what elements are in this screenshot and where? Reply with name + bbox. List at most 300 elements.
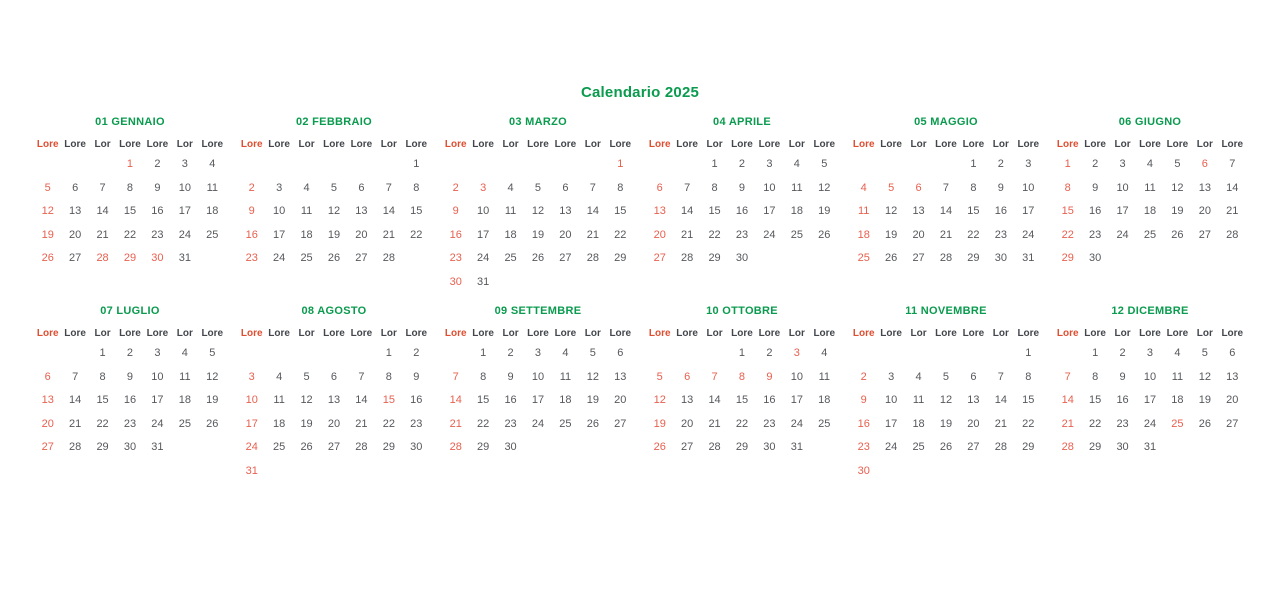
month-title: 12 DICEMBRE (1111, 305, 1189, 317)
weekday-row (442, 136, 634, 153)
weekday-label: Lore (1017, 328, 1040, 339)
day-cell: 7 (452, 370, 459, 383)
day-cell: 25 (1143, 228, 1157, 241)
weekday-label: Lore (1017, 139, 1040, 150)
day-cell: 6 (656, 181, 663, 194)
day-cell: 6 (358, 181, 365, 194)
day-cell: 25 (178, 417, 191, 430)
day-cell: 3 (276, 181, 283, 194)
day-cell: 11 (912, 394, 925, 406)
weekday-label: Lore (852, 139, 875, 150)
day-cell: 17 (763, 205, 776, 217)
day-cell: 10 (1116, 181, 1129, 194)
day-cell: 14 (939, 205, 953, 217)
day-cell: 18 (300, 228, 313, 241)
day-cell: 12 (653, 394, 666, 406)
day-cell: 23 (123, 417, 137, 430)
day-cell: 25 (857, 252, 870, 264)
day-cell: 27 (327, 441, 341, 453)
day-cell: 17 (178, 205, 191, 217)
weekday-row (850, 136, 1042, 153)
day-cell: 24 (477, 252, 490, 264)
weekday-label: Lor (910, 328, 927, 339)
weekday-label: Lore (119, 139, 141, 150)
day-cell: 9 (1119, 370, 1126, 383)
weekday-row (850, 325, 1042, 342)
day-cell: 6 (562, 181, 569, 194)
day-cell: 26 (939, 441, 953, 453)
weekday-label: Lore (1166, 139, 1189, 150)
month-block (646, 303, 838, 483)
day-cell: 5 (1201, 347, 1208, 359)
day-grid (442, 342, 634, 460)
day-cell: 21 (449, 417, 462, 430)
day-cell: 3 (1119, 158, 1126, 170)
weekday-label: Lore (350, 139, 373, 150)
weekday-label: Lore (758, 328, 781, 339)
day-cell: 6 (44, 370, 51, 383)
day-cell: 9 (248, 205, 255, 217)
weekday-label: Lore (1166, 328, 1189, 339)
day-cell: 24 (273, 252, 286, 264)
day-cell: 28 (382, 252, 395, 264)
day-cell: 11 (791, 181, 803, 194)
day-cell: 9 (738, 181, 746, 194)
day-cell: 29 (735, 441, 749, 453)
day-cell: 21 (586, 228, 599, 241)
day-cell: 6 (915, 181, 922, 194)
day-cell: 20 (41, 417, 54, 430)
day-cell: 1 (1092, 347, 1099, 359)
day-cell: 3 (248, 370, 255, 383)
day-cell: 26 (586, 417, 599, 430)
weekday-label: Lore (36, 328, 59, 339)
weekday-label: Lor (992, 328, 1009, 339)
day-cell: 21 (69, 417, 82, 430)
day-cell: 23 (245, 252, 258, 264)
month-title: 05 MAGGIO (914, 116, 978, 128)
weekday-label: Lore (119, 328, 141, 339)
weekday-row (238, 325, 430, 342)
day-cell: 13 (681, 394, 694, 406)
day-cell: 19 (818, 205, 831, 217)
day-cell: 12 (41, 205, 54, 217)
day-cell: 27 (653, 252, 666, 264)
day-cell: 29 (1061, 252, 1074, 264)
weekday-label: Lor (788, 139, 805, 150)
weekday-label: Lor (380, 328, 397, 339)
day-cell: 30 (151, 252, 164, 264)
weekday-label: Lore (268, 328, 290, 339)
day-cell: 5 (534, 181, 542, 194)
day-cell: 7 (1229, 158, 1236, 170)
day-cell: 10 (245, 394, 258, 406)
day-cell: 25 (273, 441, 286, 453)
day-cell: 4 (821, 347, 828, 359)
day-cell: 14 (994, 394, 1007, 406)
weekday-label: Lore (350, 328, 373, 339)
weekday-row (34, 325, 226, 342)
weekday-label: Lore (962, 328, 985, 339)
day-cell: 13 (912, 205, 925, 217)
weekday-row (1054, 136, 1246, 153)
day-cell: 5 (303, 370, 310, 383)
day-grid (34, 342, 226, 460)
empty-cell (932, 153, 959, 177)
day-cell: 28 (586, 252, 599, 264)
day-grid (646, 342, 838, 460)
day-cell: 16 (449, 228, 462, 241)
weekday-label: Lore (554, 139, 577, 150)
day-cell: 20 (69, 228, 82, 241)
weekday-label: Lore (64, 328, 86, 339)
day-cell: 8 (413, 181, 420, 194)
day-cell: 28 (96, 252, 109, 264)
empty-cell (34, 153, 61, 177)
empty-cell (442, 153, 469, 177)
day-cell: 21 (994, 417, 1007, 430)
day-cell: 10 (273, 205, 286, 217)
day-cell: 2 (248, 181, 255, 194)
day-cell: 10 (178, 181, 191, 194)
day-cell: 14 (69, 394, 82, 406)
day-cell: 22 (967, 228, 980, 241)
day-cell: 26 (41, 252, 54, 264)
weekday-label: Lore (731, 139, 753, 150)
day-cell: 18 (504, 228, 517, 241)
day-cell: 23 (763, 417, 776, 430)
day-cell: 20 (355, 228, 368, 241)
day-cell: 22 (1061, 228, 1074, 241)
day-cell: 3 (1025, 158, 1032, 170)
day-cell: 18 (857, 228, 870, 241)
weekday-label: Lore (240, 139, 263, 150)
empty-cell (673, 342, 700, 366)
day-cell: 28 (994, 441, 1007, 453)
day-cell: 31 (1143, 441, 1157, 453)
weekday-label: Lore (146, 139, 169, 150)
day-cell: 25 (504, 252, 517, 264)
day-cell: 7 (711, 370, 718, 383)
day-grid (442, 153, 634, 294)
day-cell: 26 (818, 228, 831, 241)
weekday-label: Lore (201, 139, 224, 150)
day-cell: 21 (355, 417, 368, 430)
day-cell: 11 (1144, 181, 1156, 194)
day-cell: 5 (44, 181, 51, 194)
weekday-label: Lore (201, 328, 224, 339)
empty-cell (375, 153, 402, 177)
weekday-label: Lor (706, 328, 723, 339)
day-cell: 2 (507, 347, 514, 359)
day-cell: 26 (653, 441, 666, 453)
weekday-label: Lore (554, 328, 577, 339)
day-cell: 2 (154, 158, 161, 170)
empty-cell (497, 153, 524, 177)
day-cell: 29 (967, 252, 980, 264)
day-cell: 28 (1226, 228, 1239, 241)
day-cell: 7 (589, 181, 596, 194)
empty-cell (61, 153, 88, 177)
day-cell: 15 (123, 205, 137, 217)
day-cell: 10 (1022, 181, 1035, 194)
month-block (34, 303, 226, 483)
day-cell: 19 (1171, 205, 1184, 217)
day-cell: 6 (1229, 347, 1236, 359)
day-cell: 4 (793, 158, 800, 170)
day-cell: 26 (327, 252, 341, 264)
day-cell: 9 (452, 205, 459, 217)
month-block (850, 303, 1042, 483)
day-cell: 16 (245, 228, 258, 241)
day-cell: 9 (126, 370, 134, 383)
month-title: 04 APRILE (713, 116, 771, 128)
day-cell: 15 (967, 205, 980, 217)
empty-cell (673, 153, 700, 177)
day-cell: 12 (885, 205, 898, 217)
month-block (238, 114, 430, 294)
day-cell: 18 (178, 394, 191, 406)
day-cell: 15 (96, 394, 109, 406)
day-cell: 27 (614, 417, 627, 430)
day-cell: 1 (617, 158, 624, 170)
day-cell: 2 (1092, 158, 1099, 170)
day-cell: 18 (790, 205, 803, 217)
weekday-label: Lore (146, 328, 169, 339)
month-title: 07 LUGLIO (100, 305, 160, 317)
day-cell: 23 (1089, 228, 1102, 241)
day-cell: 22 (1022, 417, 1035, 430)
day-cell: 15 (1089, 394, 1102, 406)
day-cell: 10 (477, 205, 490, 217)
day-cell: 18 (818, 394, 831, 406)
day-cell: 27 (967, 441, 980, 453)
day-cell: 16 (504, 394, 517, 406)
day-cell: 24 (151, 417, 164, 430)
day-cell: 13 (653, 205, 666, 217)
empty-cell (293, 153, 320, 177)
day-cell: 31 (151, 441, 164, 453)
day-cell: 8 (1025, 370, 1032, 383)
day-cell: 19 (41, 228, 54, 241)
day-cell: 8 (617, 181, 624, 194)
day-cell: 2 (738, 158, 746, 170)
weekday-label: Lore (527, 328, 549, 339)
day-cell: 18 (1143, 205, 1157, 217)
day-cell: 22 (410, 228, 423, 241)
day-cell: 21 (1061, 417, 1074, 430)
day-cell: 24 (1116, 228, 1129, 241)
month-title: 08 AGOSTO (301, 305, 367, 317)
day-cell: 26 (300, 441, 313, 453)
empty-cell (89, 153, 116, 177)
day-cell: 7 (385, 181, 392, 194)
weekday-label: Lore (962, 139, 985, 150)
day-cell: 29 (382, 441, 395, 453)
weekday-label: Lore (852, 328, 875, 339)
day-cell: 1 (738, 347, 746, 359)
day-cell: 14 (681, 205, 694, 217)
day-cell: 16 (857, 417, 870, 430)
weekday-label: Lore (1056, 139, 1079, 150)
weekday-label: Lor (788, 328, 805, 339)
weekday-row (238, 136, 430, 153)
day-cell: 2 (413, 347, 420, 359)
day-cell: 3 (480, 181, 487, 194)
day-grid (850, 342, 1042, 483)
months-grid (34, 114, 1246, 483)
day-cell: 17 (790, 394, 803, 406)
empty-cell (850, 153, 877, 177)
day-cell: 25 (559, 417, 572, 430)
day-cell: 16 (1116, 394, 1129, 406)
day-cell: 28 (939, 252, 953, 264)
weekday-label: Lore (609, 139, 632, 150)
day-cell: 24 (245, 441, 258, 453)
weekday-label: Lore (323, 328, 345, 339)
weekday-row (646, 136, 838, 153)
weekday-label: Lore (240, 328, 263, 339)
month-block (442, 114, 634, 294)
day-cell: 15 (1061, 205, 1074, 217)
day-cell: 13 (355, 205, 368, 217)
day-cell: 5 (330, 181, 338, 194)
day-cell: 4 (276, 370, 283, 383)
day-cell: 10 (151, 370, 164, 383)
weekday-label: Lore (676, 139, 698, 150)
day-cell: 11 (559, 370, 572, 383)
day-cell: 8 (126, 181, 134, 194)
day-cell: 7 (72, 370, 79, 383)
weekday-row (1054, 325, 1246, 342)
day-cell: 6 (970, 370, 977, 383)
weekday-label: Lore (731, 328, 753, 339)
day-cell: 17 (273, 228, 286, 241)
day-cell: 8 (1064, 181, 1071, 194)
day-cell: 1 (480, 347, 487, 359)
day-cell: 20 (327, 417, 341, 430)
day-cell: 31 (178, 252, 191, 264)
day-cell: 13 (614, 370, 627, 383)
day-cell: 7 (99, 181, 106, 194)
empty-cell (320, 342, 347, 366)
day-cell: 5 (1174, 158, 1181, 170)
weekday-label: Lore (1084, 328, 1106, 339)
day-cell: 11 (818, 370, 830, 383)
day-cell: 21 (382, 228, 395, 241)
day-cell: 27 (69, 252, 82, 264)
day-cell: 9 (860, 394, 867, 406)
empty-cell (850, 342, 877, 366)
empty-cell (34, 342, 61, 366)
day-cell: 25 (1171, 417, 1184, 430)
day-cell: 18 (912, 417, 925, 430)
day-cell: 1 (970, 158, 977, 170)
weekday-label: Lor (1114, 328, 1131, 339)
day-cell: 13 (1198, 181, 1211, 194)
weekday-label: Lore (648, 328, 671, 339)
day-cell: 25 (300, 252, 313, 264)
day-cell: 16 (763, 394, 776, 406)
weekday-label: Lore (813, 139, 836, 150)
day-cell: 3 (534, 347, 542, 359)
weekday-label: Lore (405, 328, 428, 339)
empty-cell (524, 153, 551, 177)
day-cell: 22 (1089, 417, 1102, 430)
weekday-label: Lor (176, 139, 193, 150)
day-cell: 20 (653, 228, 666, 241)
day-cell: 26 (531, 252, 545, 264)
weekday-label: Lore (444, 139, 467, 150)
day-cell: 30 (1116, 441, 1129, 453)
day-cell: 22 (477, 417, 490, 430)
day-cell: 1 (711, 158, 718, 170)
empty-cell (265, 342, 292, 366)
day-cell: 24 (531, 417, 545, 430)
day-cell: 12 (818, 181, 831, 194)
day-cell: 20 (1198, 205, 1211, 217)
day-cell: 24 (178, 228, 191, 241)
weekday-label: Lore (758, 139, 781, 150)
day-cell: 11 (179, 370, 191, 383)
day-cell: 20 (1226, 394, 1239, 406)
day-cell: 16 (994, 205, 1007, 217)
day-cell: 20 (559, 228, 572, 241)
weekday-label: Lore (472, 328, 494, 339)
day-cell: 14 (96, 205, 109, 217)
day-cell: 14 (708, 394, 721, 406)
weekday-label: Lore (1221, 328, 1244, 339)
day-cell: 11 (300, 205, 313, 217)
weekday-label: Lor (1196, 139, 1213, 150)
day-cell: 3 (766, 158, 773, 170)
day-cell: 12 (1171, 181, 1184, 194)
empty-cell (701, 342, 728, 366)
day-cell: 13 (69, 205, 82, 217)
day-cell: 4 (562, 347, 569, 359)
day-cell: 16 (123, 394, 137, 406)
weekday-label: Lor (502, 139, 519, 150)
day-cell: 29 (123, 252, 137, 264)
day-grid (850, 153, 1042, 271)
day-cell: 24 (1022, 228, 1035, 241)
day-cell: 17 (885, 417, 898, 430)
weekday-label: Lore (1084, 139, 1106, 150)
day-cell: 3 (181, 158, 188, 170)
day-cell: 5 (589, 347, 596, 359)
day-cell: 27 (912, 252, 925, 264)
day-cell: 10 (531, 370, 545, 383)
day-cell: 1 (413, 158, 420, 170)
day-cell: 2 (997, 158, 1004, 170)
day-cell: 7 (684, 181, 691, 194)
day-cell: 3 (1146, 347, 1154, 359)
day-cell: 29 (1089, 441, 1102, 453)
day-cell: 15 (614, 205, 627, 217)
day-cell: 8 (970, 181, 977, 194)
day-cell: 30 (123, 441, 137, 453)
day-cell: 31 (477, 275, 490, 288)
day-cell: 14 (1061, 394, 1074, 406)
day-cell: 14 (449, 394, 462, 406)
day-cell: 19 (300, 417, 313, 430)
weekday-label: Lor (584, 328, 601, 339)
day-cell: 11 (273, 394, 285, 406)
weekday-row (34, 136, 226, 153)
day-grid (1054, 342, 1246, 460)
day-cell: 15 (1022, 394, 1035, 406)
day-cell: 9 (766, 370, 773, 383)
